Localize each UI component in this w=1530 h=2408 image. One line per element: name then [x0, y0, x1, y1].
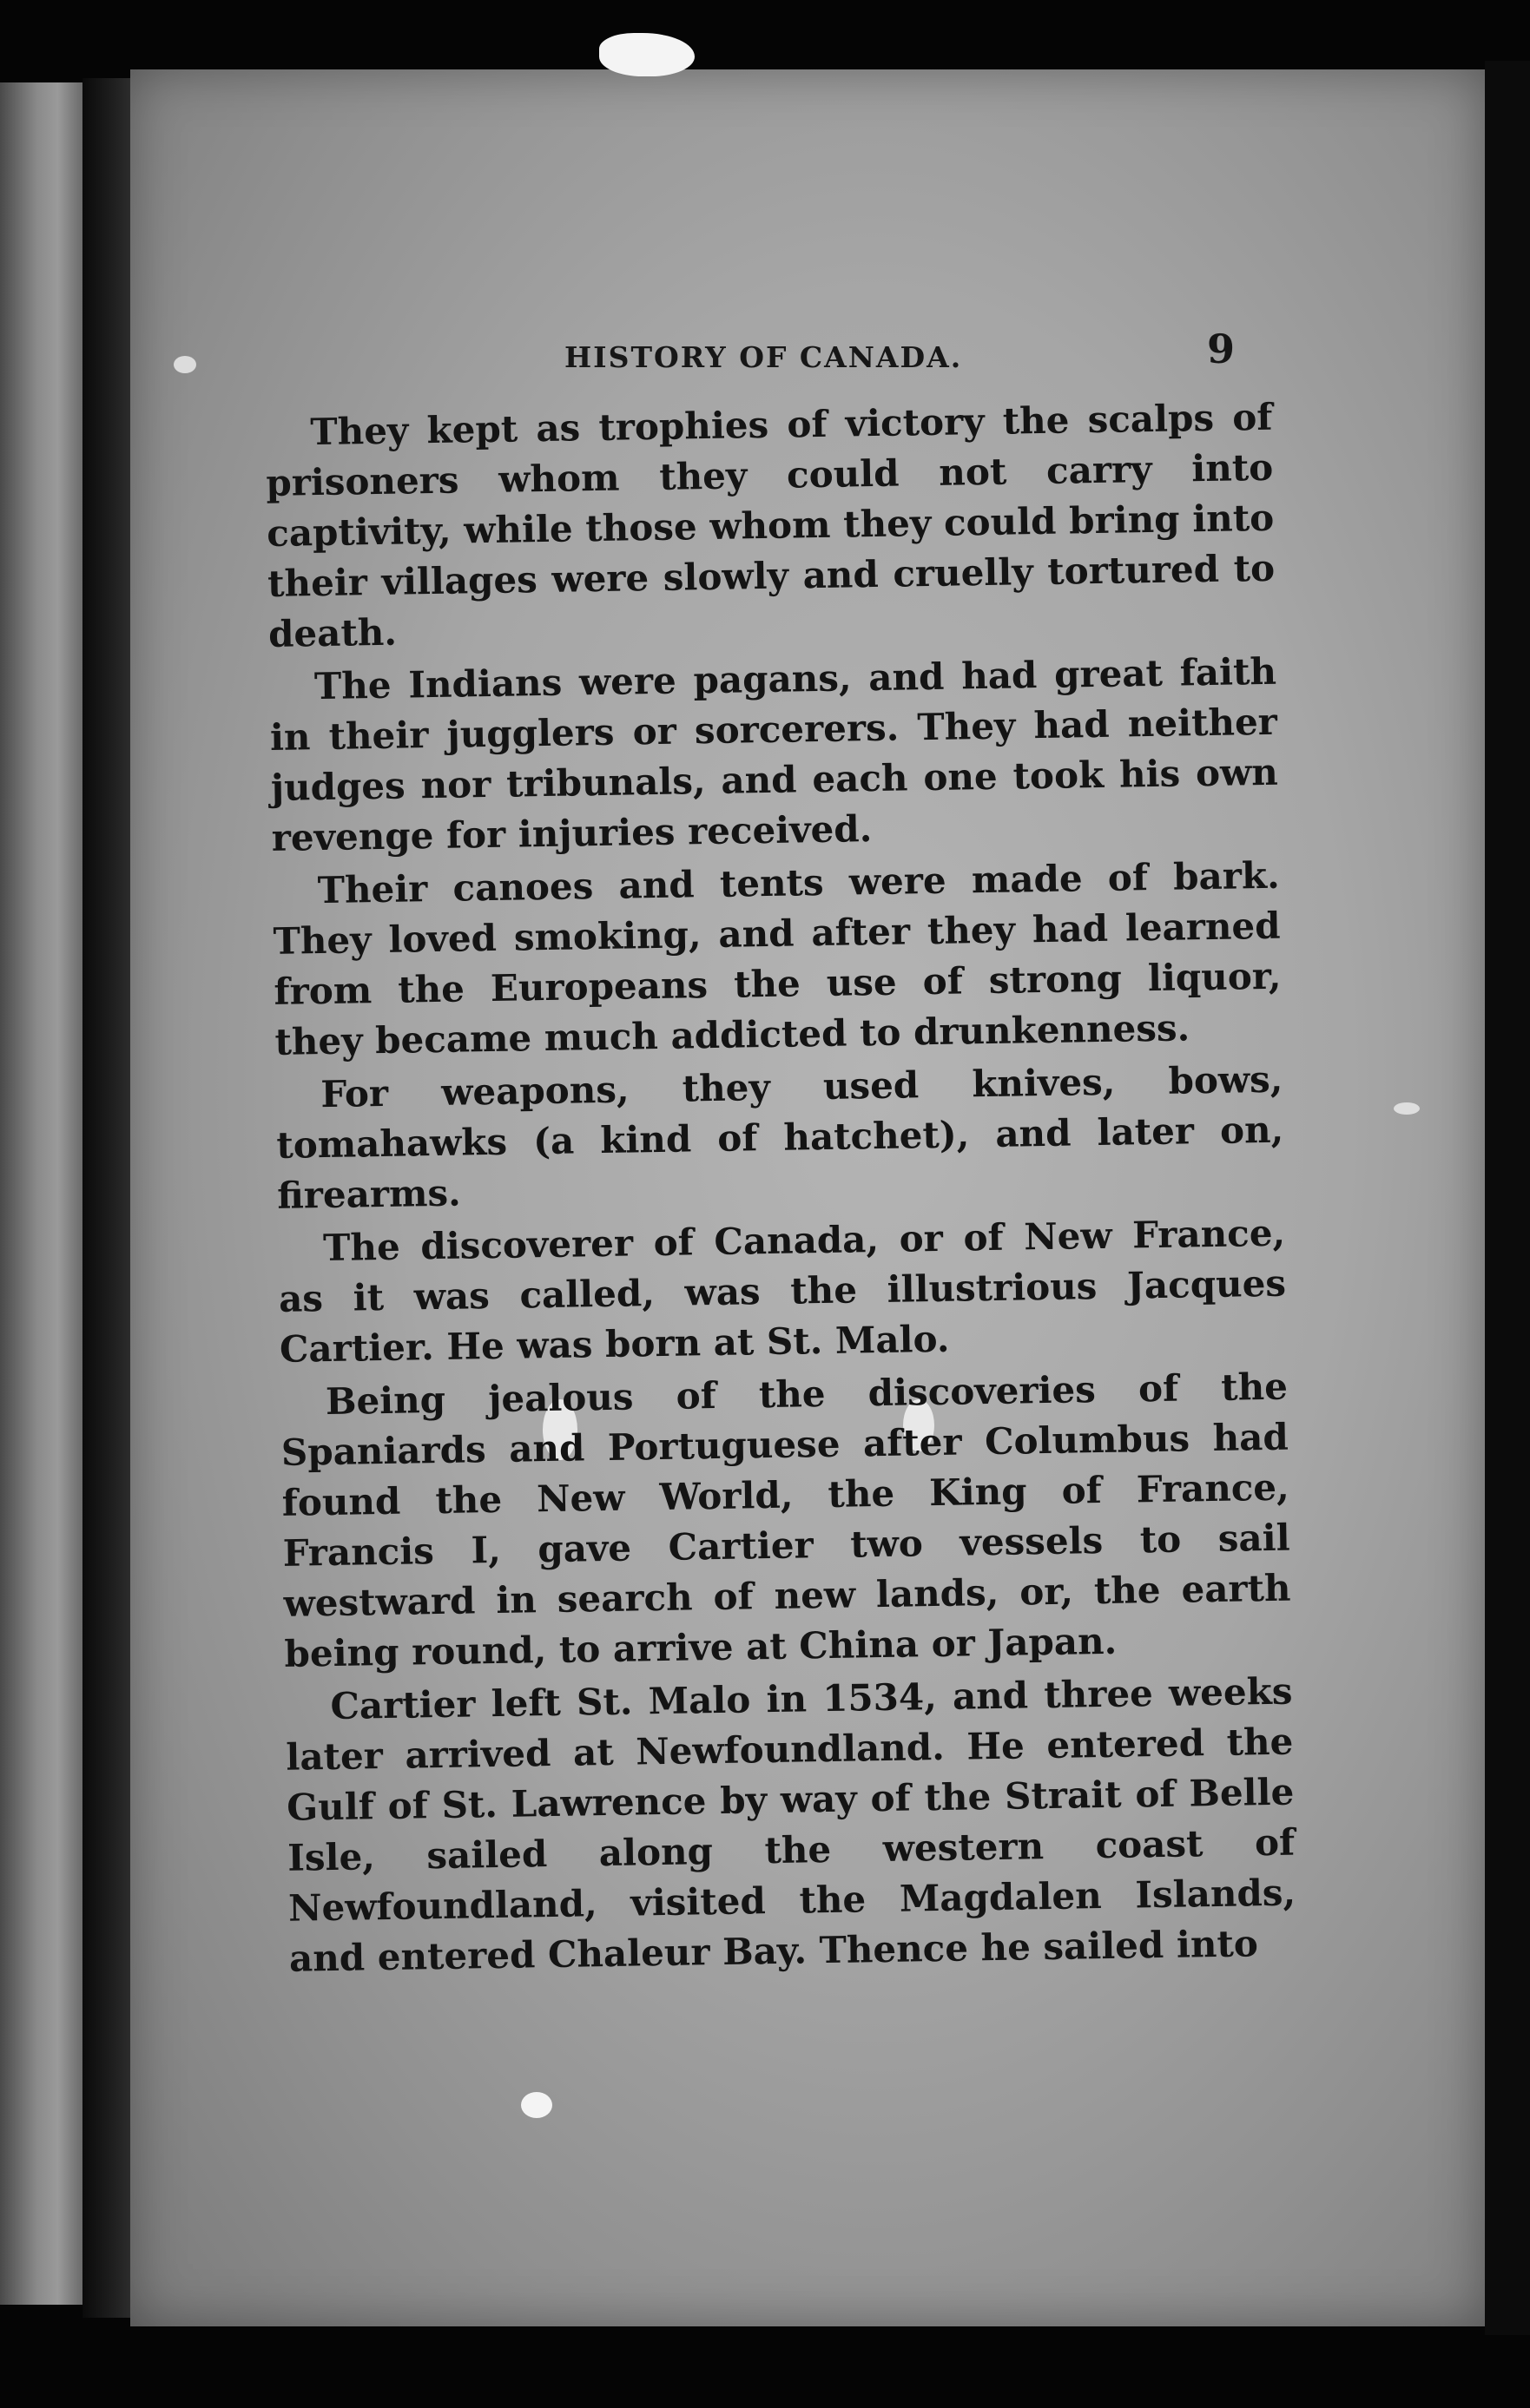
running-head: HISTORY OF CANADA. [564, 340, 963, 374]
paragraph: Cartier left St. Malo in 1534, and three weeks later arrived at Newfoundland. He entered the Gulf of St. Lawrence by way of the Strait of Belle Isle, sailed along the western coast of Newfoundland, visited the Magdalen Islands, and entered Chaleur Bay. Thence he sailed into [286, 1669, 1296, 1980]
dust-speck [174, 356, 196, 373]
paragraph: The discoverer of Canada, or of New France, as it was called, was the illustrious Jacques Cartier. He was born at St. Malo. [278, 1211, 1287, 1371]
paragraph: They kept as trophies of victory the scalps of prisoners whom they could not carry into captivity, while those whom they could bring into their villages were slowly and cruelly tortured to death. [265, 395, 1276, 655]
paragraph: The Indians were pagans, and had great faith in their jugglers or sorcerers. They had neither judges nor tribunals, and each one took his own revenge for injuries received. [269, 649, 1279, 859]
body-text [265, 392, 1296, 1987]
page-number: 9 [1207, 326, 1236, 372]
scan-border [1485, 61, 1530, 2335]
dust-speck [521, 2092, 552, 2118]
dust-speck [1394, 1102, 1420, 1115]
paragraph: Being jealous of the discoveries of the Spaniards and Portuguese after Columbus had found the New World, the King of France, Francis I, gave Cartier two vessels to sail westward in search of new lands, or, the earth being round, to arrive at China or Japan. [280, 1365, 1291, 1675]
facing-page-edge [0, 82, 82, 2305]
paragraph: For weapons, they used knives, bows, tomahawks (a kind of hatchet), and later on, firearms. [275, 1057, 1284, 1217]
book-gutter [82, 78, 130, 2318]
dust-speck [599, 33, 695, 76]
paragraph: Their canoes and tents were made of bark. They loved smoking, and after they had learned from the Europeans the use of strong liquor, they became much addicted to drunkenness. [273, 853, 1282, 1063]
